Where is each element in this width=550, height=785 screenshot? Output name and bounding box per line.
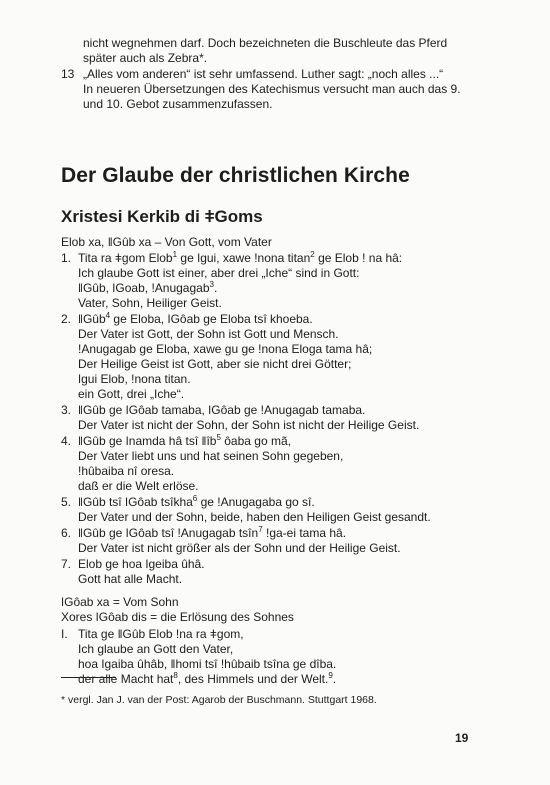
item-line: ǁGûb ge ǀnamda hâ tsî ǁîb$^5$ ôaba go mã,: [78, 433, 291, 448]
item-line: ǁGûb ge ǀGôab tamaba, ǀGôab ge !Anugagab tamaba.: [78, 403, 366, 417]
section-heading: ǀGôab xa = Vom Sohn: [61, 595, 179, 609]
item-line: Der Vater ist nicht der Sohn, der Sohn ist nicht der Heilige Geist.: [78, 418, 420, 432]
footnote: * vergl. Jan J. van der Post: Agarob der Buschmann. Stuttgart 1968.: [61, 694, 377, 706]
note-line: „Alles vom anderen“ ist sehr umfassend. Luther sagt: „noch alles ...“: [83, 67, 444, 81]
item-line: Der Vater und der Sohn, beide, haben den Heiligen Geist gesandt.: [78, 510, 431, 524]
item-line: Der Vater ist Gott, der Sohn ist Gott und Mensch.: [78, 327, 339, 341]
note-line: und 10. Gebot zusammenzufassen.: [83, 97, 273, 111]
item-line: ǀgui Elob, !nona titan.: [78, 372, 191, 386]
chapter-title: Der Glaube der christlichen Kirche: [61, 164, 410, 187]
section-heading: Elob xa, ǁGûb xa – Von Gott, vom Vater: [61, 235, 272, 249]
item-line: Tita ra ǂgom Elob$^1$ ge ǀgui, xawe !nona titan$^2$ ge Elob ! na hâ:: [78, 250, 403, 265]
item-line: ǁGûb ge ǀGôab tsî !Anugagab tsîn$^7$ !ga-ei tama hâ.: [78, 525, 347, 540]
item-line: !Anugagab ge Eloba, xawe gu ge !nona Eloga tama hâ;: [78, 342, 373, 356]
item-line: der alle Macht hat$^8$, des Himmels und der Welt.$^9$.: [78, 671, 337, 686]
item-number: 2.: [61, 312, 72, 326]
item-line: Ich glaube Gott ist einer, aber drei „Iche“ sind in Gott:: [78, 266, 360, 280]
item-line: !hûbaiba nî oresa.: [78, 464, 175, 478]
item-number: 1.: [61, 251, 72, 265]
item-line: Der Vater ist nicht größer als der Sohn und der Heilige Geist.: [78, 541, 401, 555]
item-number: 4.: [61, 434, 72, 448]
note-line: In neueren Übersetzungen des Katechismus versucht man auch das 9.: [83, 82, 461, 96]
item-number: 3.: [61, 403, 72, 417]
item-line: Der Heilige Geist ist Gott, aber sie nicht drei Götter;: [78, 357, 352, 371]
item-line: Elob ge hoa ǀgeiba ûhâ.: [78, 557, 205, 571]
item-line: hoa ǀgaiba ûhâb, ǁhomi tsî !hûbaib tsîna ge dîba.: [78, 657, 337, 671]
note-line: später auch als Zebra*.: [83, 51, 208, 65]
page-number: 19: [455, 731, 469, 745]
chapter-subtitle: Xristesi Kerkib di ǂGoms: [61, 207, 263, 226]
item-number: 5.: [61, 495, 72, 509]
section-heading: Xores ǀGôab dis = die Erlösung des Sohnes: [61, 610, 294, 624]
item-line: ǁGûb$^4$ ge Eloba, ǀGôab ge Eloba tsî khoeba.: [78, 311, 313, 326]
item-number: 7.: [61, 557, 72, 571]
item-number: 6.: [61, 526, 72, 540]
item-line: Vater, Sohn, Heiliger Geist.: [78, 296, 222, 310]
item-line: Tita ge ǁGûb Elob !na ra ǂgom,: [78, 627, 244, 641]
item-line: Gott hat alle Macht.: [78, 572, 183, 586]
item-line: Ich glaube an Gott den Vater,: [78, 642, 234, 656]
item-number: I.: [61, 627, 68, 641]
footnote-divider: [61, 677, 116, 678]
item-line: ein Gott, drei „Iche“.: [78, 387, 185, 401]
item-line: ǁGûb tsî ǀGôab tsîkha$^6$ ge !Anugagaba go sî.: [78, 494, 315, 509]
item-line: daß er die Welt erlöse.: [78, 479, 199, 493]
item-line: Der Vater liebt uns und hat seinen Sohn gegeben,: [78, 449, 344, 463]
item-line: ǁGûb, ǀGoab, !Anugagab$^3$.: [78, 280, 218, 295]
note-line: nicht wegnehmen darf. Doch bezeichneten die Buschleute das Pferd: [83, 36, 448, 50]
note-number: 13: [61, 67, 75, 81]
